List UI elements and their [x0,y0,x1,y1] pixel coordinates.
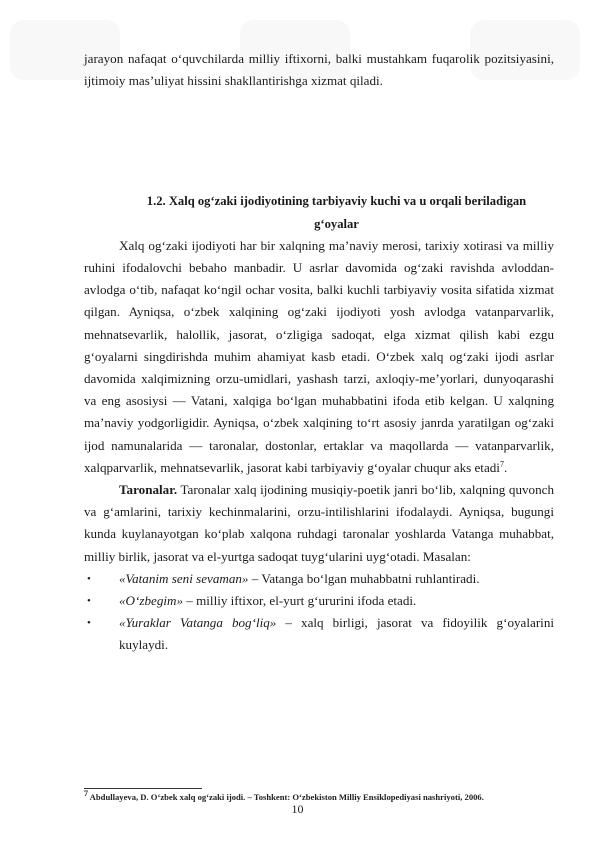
song-title: «O‘zbegim» [119,593,184,609]
footnote-reference[interactable]: 7 [499,459,504,469]
page-number: 10 [291,802,304,816]
song-title: «Vatanim seni sevaman» [119,570,249,586]
list-item [84,568,554,590]
taronalar-text: Taronalar xalq ijodining musiqiy-poetik janri bo‘lib, xalqning quvonch va g‘amlarini, tarixiy kechinmalarini, orzu-intilishlarini ifodalaydi. Ayniqsa, bugungi kunda kuylanayotgan ko‘plab xalqona ruhdagi taronalar yoshlarda Vatanga muhabbat, milliy birlik, jasorat va el-yurtga sadoqat tuyg‘ularini uyg‘otadi. Masalan: [84,482,554,564]
section-paragraph-text: Xalq og‘zaki ijodiyoti har bir xalqning ma’naviy merosi, tarixiy xotirasi va milliy ruhini ifodalovchi bebaho manbadir. U asrlar davomida og‘zaki ravishda avloddan-avlodga o‘tib, nafaqat ko‘ngil ochar vosita, balki kuchli tarbiyaviy vosita sifatida xizmat qilgan. Ayniqsa, o‘zbek xalqining og‘zaki ijodiyoti yosh avlodga vatanparvarlik, mehnatsevarlik, halollik, jasorat, o‘zligiga sadoqat, elga xizmat qilish kabi ezgu g‘oyalarni singdirishda muhim ahamiyat kasb etadi. O‘zbek xalq og‘zaki ijodi asrlar davomida xalqimizning orzu-umidlari, yashash tarzi, axloqiy-me’yorlari, dunyoqarashi va eng asosiysi — Vatani, xalqiga bo‘lgan muhabbatini ifoda etib kelgan. U xalqning ma’naviy yodgorligidir. Ayniqsa, o‘zbek xalqining to‘rt asosiy janrda yaratilgan og‘zaki ijod namunalarida — taronalar, dostonlar, ertaklar va maqollarda — vatanparvarlik, xalqparvarlik, mehnatsevarlik, jasorat kabi tarbiyaviy g‘oyalar chuqur aks etadi [84,237,554,475]
song-list [84,568,554,657]
bullet-icon: • [87,595,91,608]
section-paragraph [84,235,554,479]
section-title-line2: g‘oyalar [314,216,359,231]
section-title-line1: 1.2. Xalq og‘zaki ijodiyotining tarbiyaviy kuchi va u orqali beriladigan [146,194,527,209]
footnote-divider [84,788,202,789]
bullet-icon: • [87,572,91,585]
song-title: «Yuraklar Vatanga bog‘liq» [119,615,277,631]
document-page [84,48,554,657]
bullet-icon: • [87,617,91,630]
section-paragraph-end: . [503,459,508,475]
section-title [84,190,554,234]
list-item [84,590,554,612]
taronalar-heading: Taronalar. [119,482,178,498]
song-description: – Vatanga bo‘lgan muhabbatni ruhlantiradi. [248,570,480,586]
footnote-mark: 7 [84,789,88,799]
song-description: – xalq birligi, jasorat va fidoyilik g‘oyalarini kuylaydi. [119,615,554,653]
taronalar-paragraph [84,479,554,568]
intro-paragraph: jarayon nafaqat o‘quvchilarda milliy iftixorni, balki mustahkam fuqarolik pozitsiyasini, ijtimoiy mas’uliyat hissini shakllantirishga xizmat qiladi. [84,51,554,89]
list-item [84,612,554,656]
song-description: – milliy iftixor, el-yurt g‘ururini ifoda etadi. [183,593,417,609]
footnote-text: Abdullayeva, D. O‘zbek xalq og‘zaki ijodi. – Toshkent: O‘zbekiston Milliy Ensiklopediyasi nashriyoti, 2006. [88,792,484,802]
